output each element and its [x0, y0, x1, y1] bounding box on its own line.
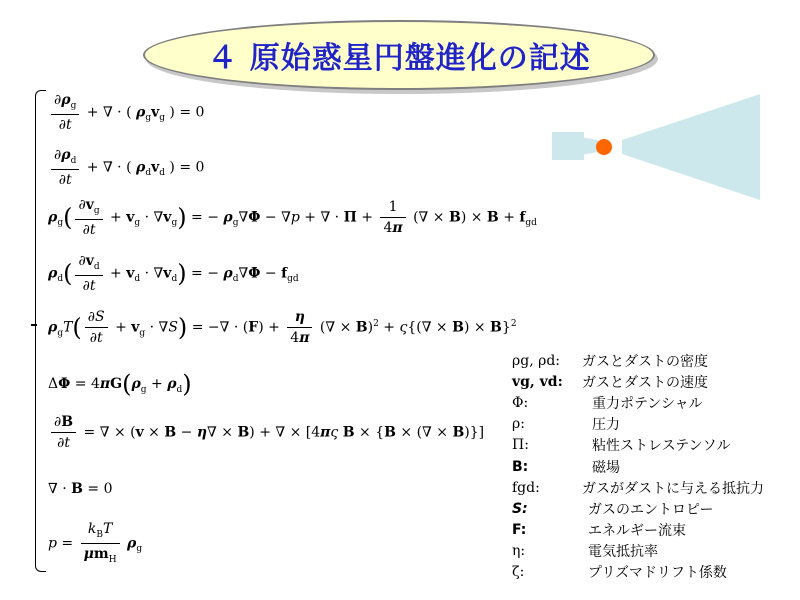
legend-item-density: [512, 350, 797, 371]
legend-description: 粘性ストレステンソル: [592, 438, 731, 455]
legend-symbol: ρ:: [512, 416, 525, 433]
equation-brace: [35, 90, 46, 572]
legend-symbol: Φ:: [512, 394, 529, 411]
legend-item-drag-force: [512, 477, 797, 498]
legend-item-entropy: [512, 498, 797, 519]
legend-description: プリズマドリフト係数: [588, 565, 727, 582]
legend-description: 圧力: [592, 417, 620, 434]
legend-description: 電気抵抗率: [588, 544, 658, 561]
legend-symbol: S:: [512, 500, 528, 517]
legend-description: ガスのエントロピー: [588, 501, 714, 518]
legend-symbol: B:: [512, 458, 529, 475]
legend-item-velocity: [512, 371, 797, 392]
equation-div-b: ∇ · B = 0: [48, 481, 113, 497]
equation-dust-momentum: $\rho_d$( $\frac{\partial v_d}{\partial t}$ + $v_d \cdot \nabla v_d$) = − $\rho_d\nabla\Phi - f_{gd}$: [48, 253, 299, 294]
legend-item-stress: [512, 435, 797, 456]
disk-left-taper: [552, 132, 598, 160]
legend-symbol: ρg, ρd:: [512, 352, 561, 369]
legend-symbol: F:: [512, 522, 527, 539]
equation-gas-momentum: $\rho_g$( $\frac{\partial v_g}{\partial t}$ + $v_g \cdot \nabla v_g$) = − $\rho_g\nabla\Phi - \nabla p$ + ∇ · Π + $\frac{1}{4\pi}$ (∇ × $B) \times B + f_{gd}$: [48, 197, 537, 238]
equation-dust-continuity: $\frac{\partial\rho_d}{\partial t}$ + ∇ · ( $\rho_dv_d$ ) = 0: [48, 148, 204, 187]
equation-state: p = $\frac{k_BT}{\mu m_H}$ $\rho_g$: [48, 521, 143, 565]
legend-item-drift-coefficient: [512, 562, 797, 583]
legend-description: ガスがダストに与える抵抗力: [582, 480, 764, 497]
legend-item-magnetic-field: [512, 456, 797, 477]
legend-symbol: fgd:: [512, 479, 540, 496]
slide-title: ４ 原始惑星円盤進化の記述: [207, 41, 591, 76]
legend-description: ガスとダストの速度: [582, 374, 708, 391]
legend-description: ガスとダストの密度: [582, 353, 708, 370]
legend-symbol: Π:: [512, 437, 529, 454]
equation-poisson: $\Delta\Phi = 4\pi G(\rho_g + \rho_d)$: [48, 370, 192, 398]
variable-legend: [512, 350, 797, 583]
legend-item-potential: [512, 392, 797, 413]
legend-description: エネルギー流束: [588, 523, 686, 540]
equation-gas-continuity: $\frac{\partial\rho_g}{\partial t}$ + ∇ · ( $\rho_gv_g$ ) = 0: [48, 93, 204, 132]
legend-description: 磁場: [592, 459, 620, 476]
equation-induction: $\frac{\partial B}{\partial t}$ = ∇ × (v × B − η∇ × B) + ∇ × [4πς B × {B × (∇ × B)}]: [48, 415, 484, 450]
central-star-icon: [596, 139, 612, 155]
legend-symbol: vg, vd:: [512, 373, 563, 390]
legend-description: 重力ポテンシャル: [592, 395, 703, 412]
legend-item-resistivity: [512, 541, 797, 562]
equation-brace-tip: [31, 324, 37, 326]
legend-symbol: η:: [512, 543, 526, 560]
disk-right-wedge: [622, 94, 760, 200]
legend-item-energy-flux: [512, 520, 797, 541]
legend-item-pressure: [512, 414, 797, 435]
equation-energy: $\rho_gT$( $\frac{\partial S}{\partial t}$ + $v_g \cdot \nabla S$) = −∇ · (F) + $\frac{\eta}{4\pi}$ (∇ × B)$^2$ + ς{(∇ × B) × B}$^2$: [48, 309, 517, 346]
legend-symbol: ζ:: [512, 564, 525, 581]
